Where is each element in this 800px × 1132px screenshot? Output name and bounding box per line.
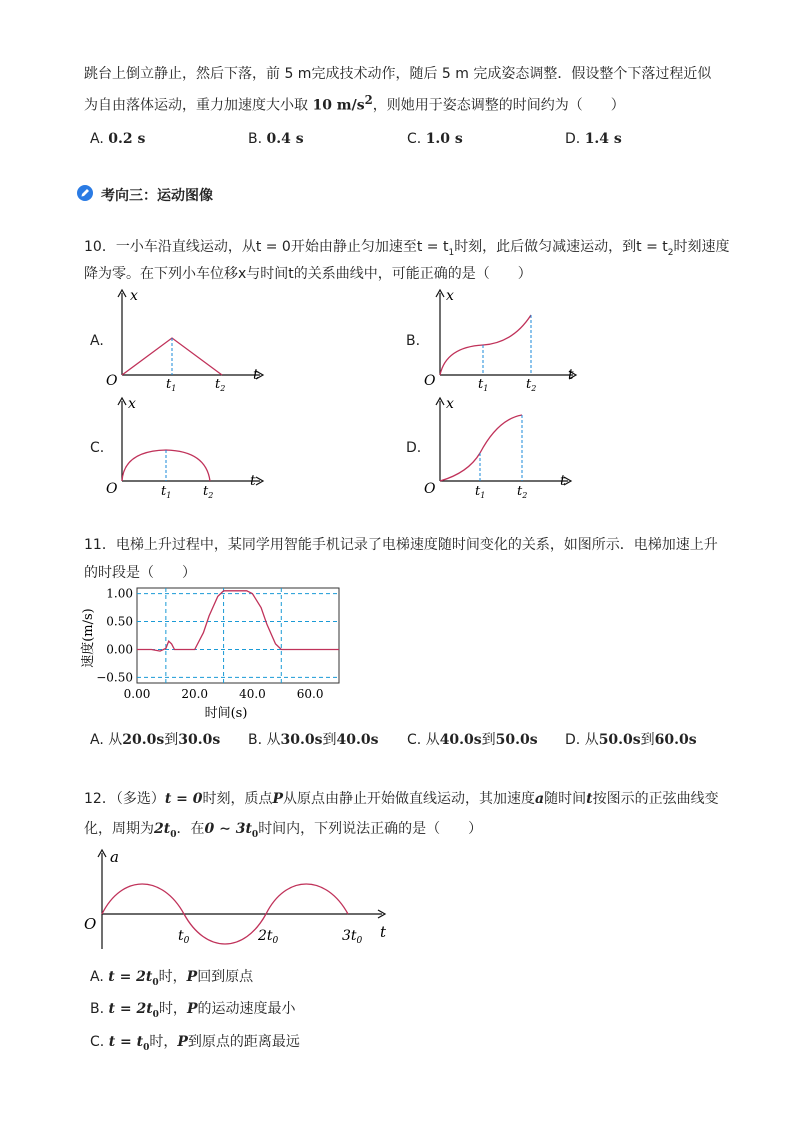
q10-label-c[interactable]: C. xyxy=(90,440,105,456)
q10-label-a[interactable]: A. xyxy=(90,333,104,349)
svg-text:t1: $t_1$ xyxy=(478,377,489,393)
q11-option-c[interactable]: C. 从40.0s到50.0s xyxy=(407,732,538,748)
origin-label: O xyxy=(106,373,118,389)
svg-text:t: t xyxy=(253,367,259,383)
svg-text:3t0: $3t_0$ xyxy=(342,928,363,946)
q10-line1: 10．一小车沿直线运动，从t = 0开始由静止匀加速至$t = t_1$时刻，此后做匀减速运动，到$t = t_2$时刻速度 xyxy=(84,239,730,258)
q11-ytick-label: 0.50 xyxy=(106,614,133,629)
q10-graph-a xyxy=(100,285,280,393)
svg-text:t1: $t_1$ xyxy=(166,377,177,393)
axis-x-label: x xyxy=(130,288,138,304)
q11-xlabel: 时间(s) xyxy=(204,706,248,721)
svg-text:x: x xyxy=(446,288,454,304)
q10-graph-d xyxy=(418,393,588,505)
q11-xtick-label: 0.00 xyxy=(123,687,151,701)
svg-text:O: O xyxy=(424,481,436,497)
q12-option-a[interactable]: A. $t = 2t_0$时，P回到原点 xyxy=(90,969,254,988)
q10-label-b[interactable]: B. xyxy=(406,333,421,349)
q12-option-b[interactable]: B. $t = 2t_0$时，P的运动速度最小 xyxy=(90,1001,296,1020)
q11-xtick-label: 20.0 xyxy=(181,687,209,701)
svg-text:t2: $t_2$ xyxy=(203,484,214,500)
svg-text:t: t xyxy=(560,473,566,489)
q12-sine-graph xyxy=(80,845,400,955)
svg-text:O: O xyxy=(424,373,436,389)
section-title: 考向三：运动图像 xyxy=(101,188,213,204)
svg-text:t0: $t_0$ xyxy=(178,928,190,946)
svg-text:x: x xyxy=(446,396,454,412)
q11-velocity-chart xyxy=(78,582,348,724)
q10-label-d[interactable]: D. xyxy=(406,440,422,456)
q9-option-d[interactable]: D. 1.4 s xyxy=(565,131,622,147)
svg-text:O: O xyxy=(84,915,97,933)
q9-line1: 跳台上倒立静止，然后下落，前 5 m完成技术动作，随后 5 m 完成姿态调整．假设整个下落过程近似 xyxy=(84,66,712,82)
svg-text:t2: $t_2$ xyxy=(526,377,537,393)
svg-text:t1: $t_1$ xyxy=(475,484,486,500)
svg-text:t: t xyxy=(250,473,256,489)
q12-line2: 化，周期为$2t_0$．在0 ∼ $3t_0$时间内，下列说法正确的是（ ） xyxy=(84,821,483,840)
q11-option-d[interactable]: D. 从50.0s到60.0s xyxy=(565,732,697,748)
q11-ytick-label: −0.50 xyxy=(96,670,133,685)
q9-option-a[interactable]: A. 0.2 s xyxy=(90,131,146,147)
q9-line2: 为自由落体运动，重力加速度大小取 10 $m/s^2$，则她用于姿态调整的时间约为（ ） xyxy=(84,93,625,114)
q12-option-c[interactable]: C. $t = t_0$时，P到原点的距离最远 xyxy=(90,1034,300,1053)
pencil-icon xyxy=(77,185,93,201)
q11-line1: 11．电梯上升过程中，某同学用智能手机记录了电梯速度随时间变化的关系，如图所示．电梯加速上升 xyxy=(84,537,718,553)
q11-option-b[interactable]: B. 从30.0s到40.0s xyxy=(248,732,379,748)
svg-text:O: O xyxy=(106,481,118,497)
q10-graph-c xyxy=(100,393,280,505)
q11-xtick-label: 40.0 xyxy=(239,687,266,701)
q11-ytick-label: 0.00 xyxy=(106,642,133,657)
svg-text:t: t xyxy=(568,367,574,383)
q10-line2: 降为零。在下列小车位移x与时间t的关系曲线中，可能正确的是（ ） xyxy=(84,266,532,282)
q11-line2: 的时段是（ ） xyxy=(84,565,196,581)
svg-text:t2: $t_2$ xyxy=(517,484,528,500)
q11-xtick-label: 60.0 xyxy=(296,687,324,701)
svg-text:t1: $t_1$ xyxy=(161,484,172,500)
svg-text:a: a xyxy=(110,848,119,866)
q11-ytick-label: 1.00 xyxy=(106,586,133,601)
q9-option-c[interactable]: C. 1.0 s xyxy=(407,131,463,147)
q11-ylabel: 速度(m/s) xyxy=(81,608,96,668)
q10-graph-b xyxy=(418,285,588,393)
svg-text:2t0: $2t_0$ xyxy=(258,928,279,946)
q11-velocity-series xyxy=(137,591,339,651)
q12-line1: 12．（多选）t = 0时刻，质点P从原点由静止开始做直线运动，其加速度a随时间t按图示的正弦曲线变 xyxy=(84,791,719,807)
q11-option-a[interactable]: A. 从20.0s到30.0s xyxy=(90,732,221,748)
q9-option-b[interactable]: B. 0.4 s xyxy=(248,131,304,147)
svg-text:t2: $t_2$ xyxy=(215,377,226,393)
svg-text:x: x xyxy=(128,396,136,412)
svg-text:t: t xyxy=(380,923,387,941)
